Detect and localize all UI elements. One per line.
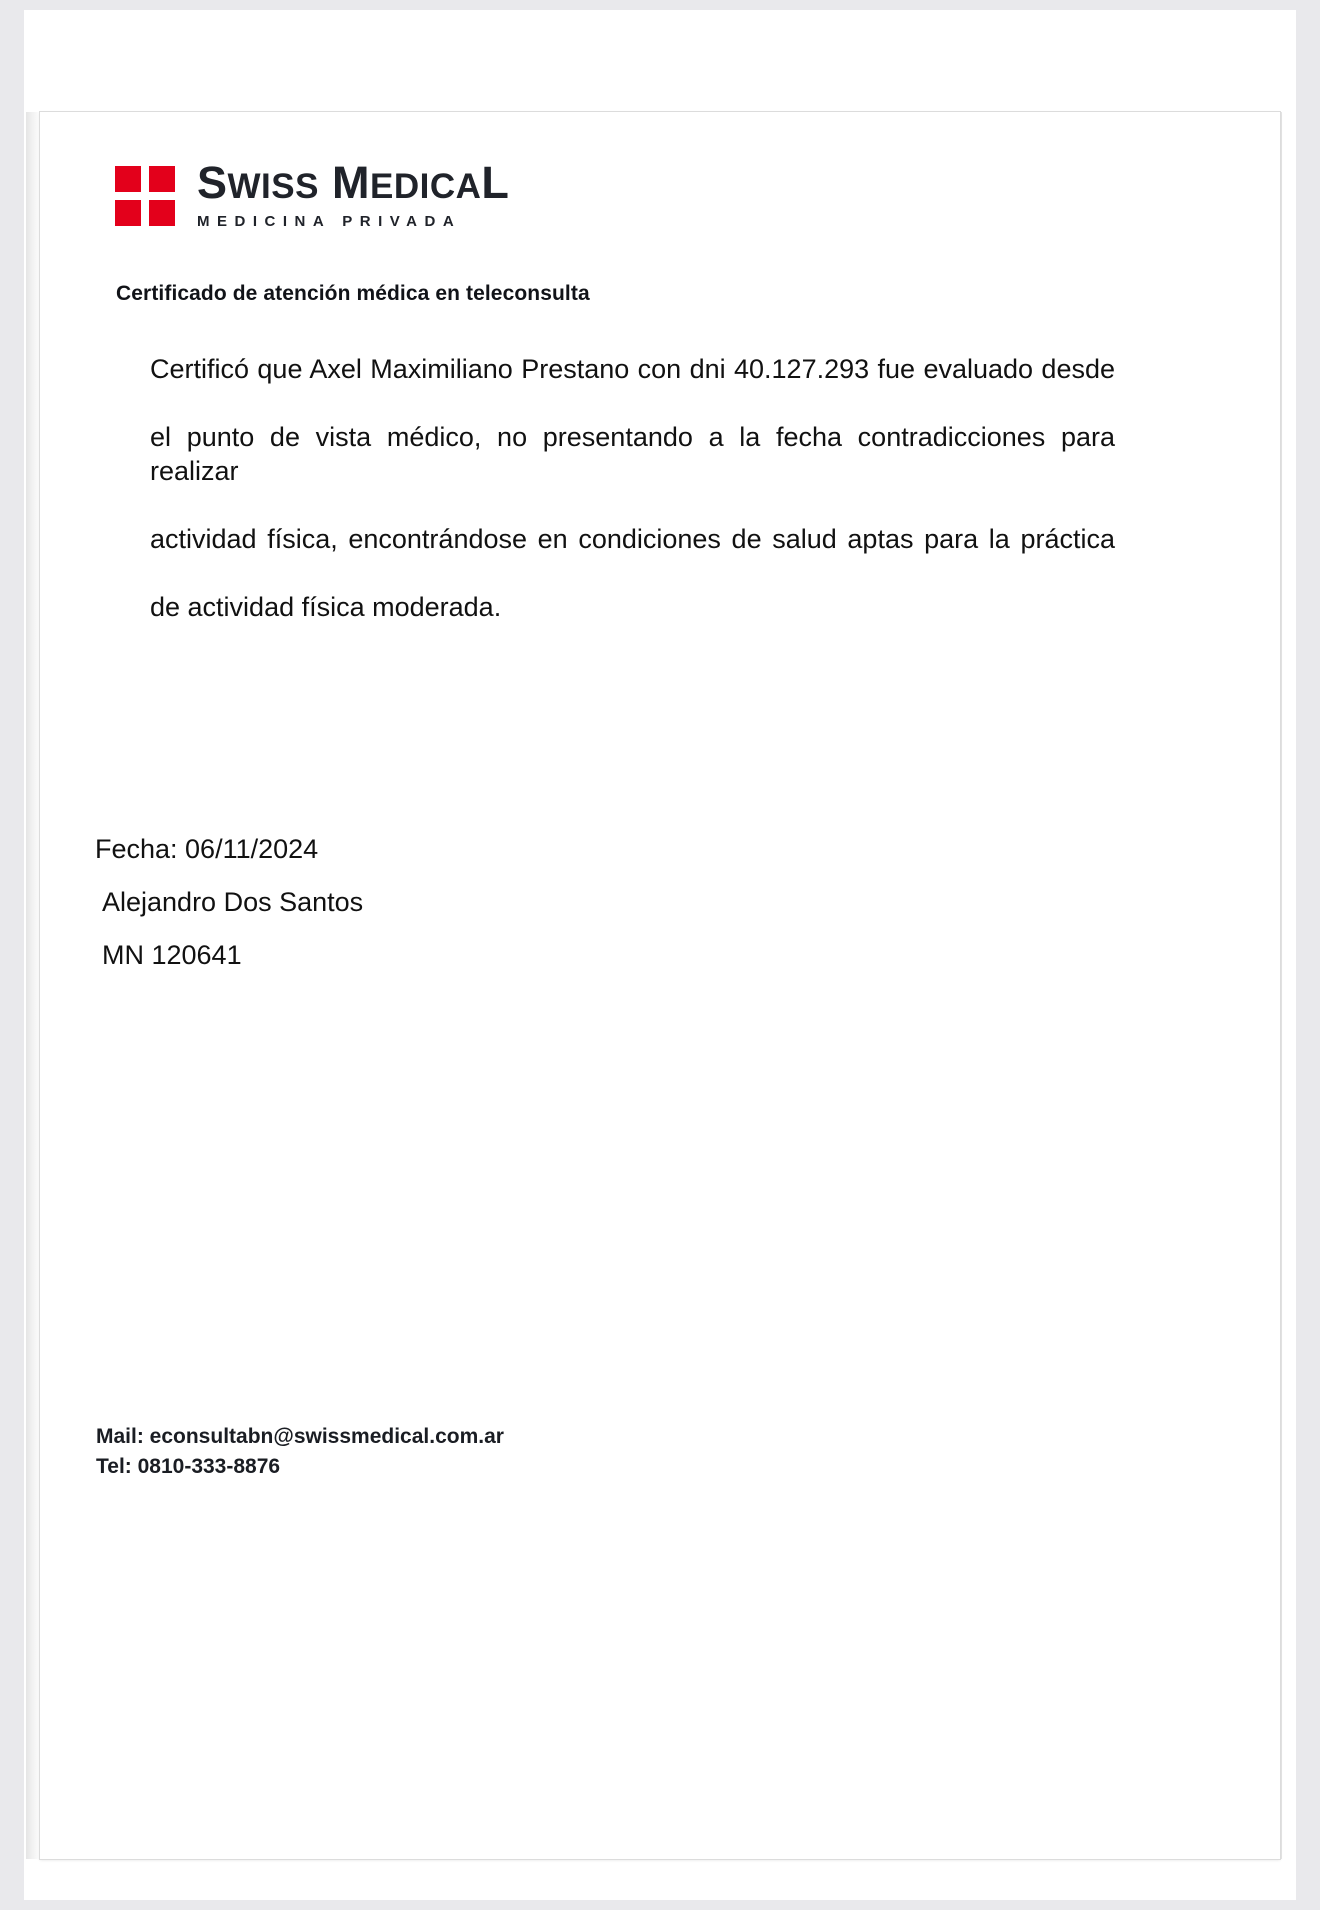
logo-tagline: MEDICINA PRIVADA	[197, 213, 462, 230]
issue-date: Fecha: 06/11/2024	[95, 834, 319, 864]
logo-wordmark	[197, 157, 510, 230]
footer-mail: Mail: econsultabn@swissmedical.com.ar	[96, 1425, 504, 1448]
doctor-license: MN 120641	[102, 940, 242, 970]
certificate-body-line-1: Certificó que Axel Maximiliano Prestano con dni 40.127.293 fue evaluado desde	[150, 354, 1115, 384]
document-footer	[96, 1422, 504, 1482]
logo-square-top-left	[115, 166, 141, 192]
page-title: Certificado de atención médica en teleconsulta	[116, 282, 590, 305]
logo-brand-name-l: L	[481, 157, 510, 208]
logo-gap-top	[141, 166, 149, 192]
logo-brand-name-m: M	[318, 157, 370, 208]
four-red-squares-icon	[115, 166, 175, 226]
logo-gap-center	[141, 192, 149, 200]
logo-brand-name-s: S	[197, 157, 228, 208]
footer-phone: Tel: 0810-333-8876	[96, 1455, 281, 1478]
page-edge-shadow-left	[26, 112, 40, 1859]
logo-gap-bottom	[141, 200, 149, 226]
certificate-body	[150, 352, 1115, 624]
certificate-body-line-2: el punto de vista médico, no presentando a la fecha contradicciones para realizar	[150, 422, 1115, 486]
logo-gap-right	[149, 192, 175, 200]
swiss-medical-logo	[115, 157, 510, 230]
logo-square-bottom-right	[149, 200, 175, 226]
logo-square-bottom-left	[115, 200, 141, 226]
signature-block	[95, 834, 363, 993]
logo-gap-left	[115, 192, 141, 200]
viewer-top-band	[24, 0, 1296, 10]
certificate-sheet	[40, 112, 1280, 1859]
logo-brand-name	[197, 157, 510, 208]
logo-square-top-right	[149, 166, 175, 192]
doctor-name: Alejandro Dos Santos	[102, 887, 364, 917]
logo-brand-name-edica: EDICA	[369, 167, 482, 206]
logo-brand-name-wiss: WISS	[227, 167, 319, 206]
certificate-body-line-4: de actividad física moderada.	[150, 592, 502, 622]
certificate-body-line-3: actividad física, encontrándose en condiciones de salud aptas para la práctica	[150, 524, 1115, 554]
